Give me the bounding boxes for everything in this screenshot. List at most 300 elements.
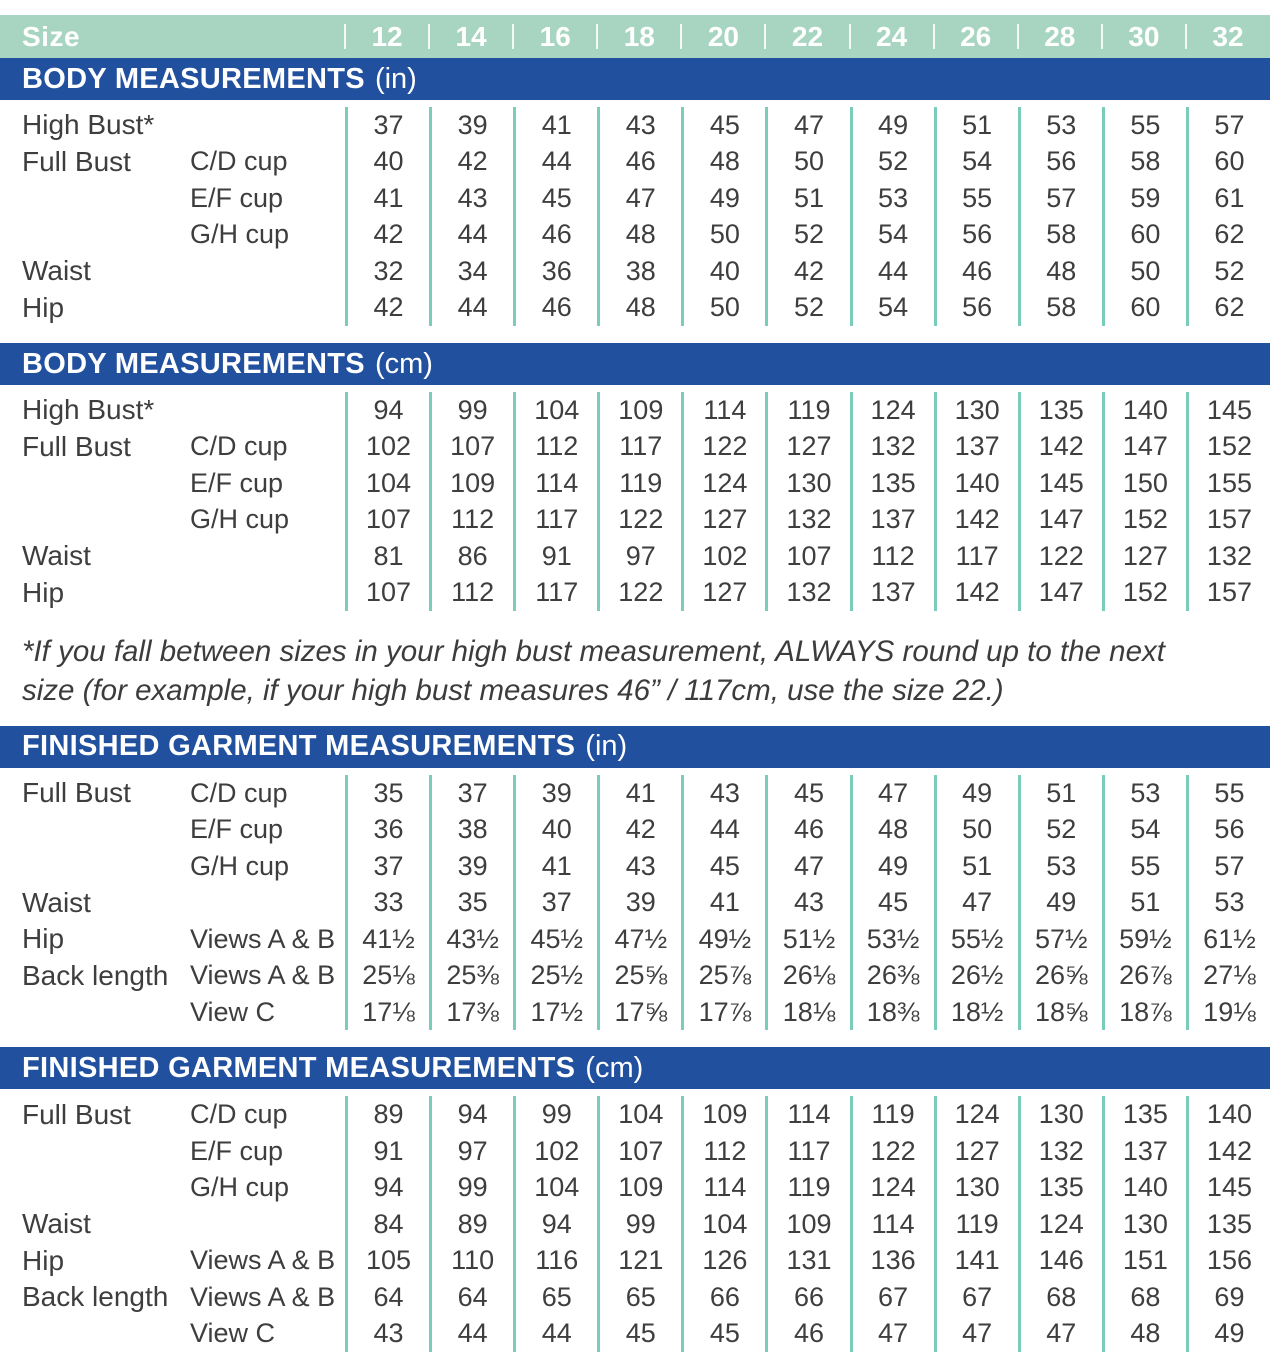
value-cell: 145 <box>1186 1169 1270 1206</box>
value-cell: 44 <box>429 290 513 327</box>
value-cell: 65 <box>513 1279 597 1316</box>
value-cell: 132 <box>1018 1133 1102 1170</box>
row-sublabel <box>190 884 345 921</box>
value-cell: 39 <box>429 107 513 144</box>
value-cell: 54 <box>850 217 934 254</box>
row-sublabel: G/H cup <box>190 850 290 881</box>
value-cell: 124 <box>934 1096 1018 1133</box>
value-cell: 41 <box>681 884 765 921</box>
value-cell: 81 <box>345 538 429 575</box>
value-cell: 50 <box>765 144 849 181</box>
value-cell: 58 <box>1102 144 1186 181</box>
value-cell: 17½ <box>513 994 597 1031</box>
value-cell: 122 <box>681 429 765 466</box>
section-unit: (in) <box>374 62 417 95</box>
value-cell: 150 <box>1102 465 1186 502</box>
value-cell: 51 <box>934 848 1018 885</box>
value-cell: 48 <box>597 217 681 254</box>
value-cell: 137 <box>850 575 934 612</box>
value-cell: 52 <box>765 217 849 254</box>
table-row <box>0 1315 1270 1352</box>
value-cell: 41 <box>345 180 429 217</box>
value-cell: 104 <box>513 1169 597 1206</box>
value-cell: 57 <box>1186 848 1270 885</box>
value-cell: 59 <box>1102 180 1186 217</box>
value-cell: 132 <box>850 429 934 466</box>
value-cell: 112 <box>429 575 513 612</box>
row-sublabel: E/F cup <box>190 182 284 213</box>
value-cell: 124 <box>681 465 765 502</box>
value-cell: 19⅛ <box>1186 994 1270 1031</box>
value-cell: 49½ <box>681 921 765 958</box>
value-cell: 146 <box>1018 1242 1102 1279</box>
value-cell: 55 <box>1102 848 1186 885</box>
value-cell: 45 <box>681 107 765 144</box>
value-cell: 107 <box>345 575 429 612</box>
value-cell: 60 <box>1186 144 1270 181</box>
value-cell: 109 <box>597 1169 681 1206</box>
value-cell: 37 <box>345 848 429 885</box>
value-cell: 112 <box>681 1133 765 1170</box>
value-cell: 137 <box>1102 1133 1186 1170</box>
value-cell: 25⅛ <box>345 957 429 994</box>
row-sublabel <box>190 538 345 575</box>
value-cell: 147 <box>1018 502 1102 539</box>
table-row <box>0 502 1270 539</box>
row-sublabel: G/H cup <box>190 504 290 535</box>
row-sublabel: C/D cup <box>190 431 288 462</box>
value-cell: 51 <box>1102 884 1186 921</box>
value-cell: 61½ <box>1186 921 1270 958</box>
value-cell: 140 <box>1186 1096 1270 1133</box>
value-cell: 39 <box>513 775 597 812</box>
value-cell: 55 <box>934 180 1018 217</box>
value-cell: 45 <box>513 180 597 217</box>
value-cell: 151 <box>1102 1242 1186 1279</box>
value-cell: 41 <box>513 848 597 885</box>
value-cell: 99 <box>429 1169 513 1206</box>
value-cell: 40 <box>513 811 597 848</box>
value-cell: 25⅜ <box>429 957 513 994</box>
row-sublabel: G/H cup <box>190 219 290 250</box>
table-row <box>0 957 1270 994</box>
value-cell: 50 <box>681 217 765 254</box>
table-row <box>0 1169 1270 1206</box>
section-title: BODY MEASUREMENTS <box>22 62 365 95</box>
value-cell: 114 <box>850 1206 934 1243</box>
value-cell: 121 <box>597 1242 681 1279</box>
value-cell: 54 <box>934 144 1018 181</box>
value-cell: 47 <box>850 1315 934 1352</box>
row-label <box>0 848 190 885</box>
value-cell: 46 <box>765 1315 849 1352</box>
value-cell: 91 <box>513 538 597 575</box>
value-cell: 53 <box>1102 775 1186 812</box>
row-label: Hip <box>22 1244 65 1276</box>
value-cell: 45 <box>681 1315 765 1352</box>
value-cell: 49 <box>1186 1315 1270 1352</box>
value-cell: 53 <box>1018 107 1102 144</box>
section-title: FINISHED GARMENT MEASUREMENTS <box>22 1051 576 1084</box>
value-cell: 47 <box>1018 1315 1102 1352</box>
value-cell: 124 <box>850 1169 934 1206</box>
measurement-table <box>0 768 1270 1033</box>
value-cell: 99 <box>429 392 513 429</box>
value-cell: 42 <box>345 290 429 327</box>
value-cell: 25½ <box>513 957 597 994</box>
sizing-note-line-2: size (for example, if your high bust measures 46” / 117cm, use the size 22.) <box>22 673 1004 707</box>
value-cell: 122 <box>1018 538 1102 575</box>
value-cell: 127 <box>681 575 765 612</box>
table-row <box>0 994 1270 1031</box>
value-cell: 49 <box>1018 884 1102 921</box>
value-cell: 56 <box>1186 811 1270 848</box>
size-header-cell: 20 <box>681 15 765 58</box>
value-cell: 60 <box>1102 217 1186 254</box>
value-cell: 124 <box>1018 1206 1102 1243</box>
size-header-cell: 24 <box>850 15 934 58</box>
value-cell: 45 <box>765 775 849 812</box>
value-cell: 104 <box>681 1206 765 1243</box>
row-label: Full Bust <box>22 145 131 177</box>
value-cell: 38 <box>429 811 513 848</box>
value-cell: 17⅞ <box>681 994 765 1031</box>
value-cell: 127 <box>681 502 765 539</box>
table-row <box>0 1096 1270 1133</box>
value-cell: 51 <box>934 107 1018 144</box>
value-cell: 127 <box>934 1133 1018 1170</box>
measurement-table <box>0 1089 1270 1354</box>
value-cell: 51 <box>765 180 849 217</box>
value-cell: 135 <box>1018 392 1102 429</box>
value-cell: 102 <box>345 429 429 466</box>
value-cell: 37 <box>429 775 513 812</box>
table-row <box>0 848 1270 885</box>
value-cell: 43½ <box>429 921 513 958</box>
section-title-bar <box>0 58 1270 100</box>
value-cell: 49 <box>850 107 934 144</box>
value-cell: 25⅞ <box>681 957 765 994</box>
value-cell: 97 <box>597 538 681 575</box>
row-label <box>0 1169 190 1206</box>
section-title-bar <box>0 726 1270 768</box>
value-cell: 42 <box>765 253 849 290</box>
value-cell: 124 <box>850 392 934 429</box>
value-cell: 127 <box>765 429 849 466</box>
value-cell: 64 <box>429 1279 513 1316</box>
value-cell: 17⅜ <box>429 994 513 1031</box>
value-cell: 53 <box>1186 884 1270 921</box>
row-label: Full Bust <box>22 430 131 462</box>
value-cell: 119 <box>765 1169 849 1206</box>
size-header-cell: 16 <box>513 15 597 58</box>
value-cell: 34 <box>429 253 513 290</box>
value-cell: 54 <box>1102 811 1186 848</box>
value-cell: 56 <box>934 217 1018 254</box>
value-cell: 116 <box>513 1242 597 1279</box>
value-cell: 33 <box>345 884 429 921</box>
value-cell: 44 <box>513 144 597 181</box>
value-cell: 52 <box>1186 253 1270 290</box>
value-cell: 45 <box>597 1315 681 1352</box>
value-cell: 18⅜ <box>850 994 934 1031</box>
value-cell: 67 <box>850 1279 934 1316</box>
value-cell: 18⅛ <box>765 994 849 1031</box>
value-cell: 130 <box>765 465 849 502</box>
value-cell: 37 <box>345 107 429 144</box>
value-cell: 132 <box>765 502 849 539</box>
table-row <box>0 465 1270 502</box>
value-cell: 122 <box>597 575 681 612</box>
value-cell: 50 <box>934 811 1018 848</box>
value-cell: 114 <box>681 1169 765 1206</box>
row-sublabel: E/F cup <box>190 1135 284 1166</box>
value-cell: 18⅞ <box>1102 994 1186 1031</box>
value-cell: 52 <box>765 290 849 327</box>
value-cell: 122 <box>597 502 681 539</box>
value-cell: 17⅝ <box>597 994 681 1031</box>
value-cell: 117 <box>934 538 1018 575</box>
value-cell: 41½ <box>345 921 429 958</box>
value-cell: 26⅜ <box>850 957 934 994</box>
row-label: Back length <box>22 1281 169 1313</box>
value-cell: 142 <box>1018 429 1102 466</box>
value-cell: 44 <box>513 1315 597 1352</box>
row-sublabel: E/F cup <box>190 814 284 845</box>
value-cell: 140 <box>934 465 1018 502</box>
value-cell: 48 <box>850 811 934 848</box>
value-cell: 53½ <box>850 921 934 958</box>
size-header-cell: 12 <box>345 15 429 58</box>
measurement-table <box>0 100 1270 328</box>
value-cell: 25⅝ <box>597 957 681 994</box>
value-cell: 68 <box>1102 1279 1186 1316</box>
value-cell: 49 <box>681 180 765 217</box>
value-cell: 137 <box>850 502 934 539</box>
value-cell: 43 <box>345 1315 429 1352</box>
value-cell: 62 <box>1186 217 1270 254</box>
value-cell: 94 <box>345 392 429 429</box>
row-label: High Bust* <box>22 109 155 141</box>
value-cell: 50 <box>1102 253 1186 290</box>
value-cell: 99 <box>513 1096 597 1133</box>
value-cell: 107 <box>597 1133 681 1170</box>
table-row <box>0 217 1270 254</box>
row-label <box>0 1133 190 1170</box>
size-header-cell: 32 <box>1186 15 1270 58</box>
value-cell: 52 <box>850 144 934 181</box>
table-row <box>0 1279 1270 1316</box>
value-cell: 26⅞ <box>1102 957 1186 994</box>
value-cell: 46 <box>513 290 597 327</box>
value-cell: 109 <box>681 1096 765 1133</box>
value-cell: 41 <box>597 775 681 812</box>
value-cell: 109 <box>765 1206 849 1243</box>
value-cell: 44 <box>681 811 765 848</box>
row-sublabel: Views A & B <box>190 960 336 991</box>
value-cell: 51½ <box>765 921 849 958</box>
value-cell: 142 <box>934 575 1018 612</box>
section-unit: (cm) <box>585 1051 644 1084</box>
value-cell: 145 <box>1186 392 1270 429</box>
value-cell: 65 <box>597 1279 681 1316</box>
row-label <box>0 811 190 848</box>
value-cell: 57 <box>1018 180 1102 217</box>
size-header-cell: 14 <box>429 15 513 58</box>
value-cell: 105 <box>345 1242 429 1279</box>
value-cell: 44 <box>429 1315 513 1352</box>
value-cell: 36 <box>513 253 597 290</box>
value-cell: 89 <box>429 1206 513 1243</box>
value-cell: 136 <box>850 1242 934 1279</box>
value-cell: 122 <box>850 1133 934 1170</box>
value-cell: 43 <box>597 107 681 144</box>
value-cell: 104 <box>513 392 597 429</box>
row-label: Waist <box>22 1208 91 1240</box>
table-row <box>0 429 1270 466</box>
table-row <box>0 884 1270 921</box>
value-cell: 52 <box>1018 811 1102 848</box>
value-cell: 53 <box>850 180 934 217</box>
table-row <box>0 392 1270 429</box>
value-cell: 132 <box>765 575 849 612</box>
size-header-cell: 28 <box>1018 15 1102 58</box>
value-cell: 48 <box>681 144 765 181</box>
value-cell: 64 <box>345 1279 429 1316</box>
row-label: Waist <box>22 255 91 287</box>
table-row <box>0 180 1270 217</box>
value-cell: 45 <box>681 848 765 885</box>
table-row <box>0 107 1270 144</box>
value-cell: 152 <box>1102 502 1186 539</box>
value-cell: 130 <box>1102 1206 1186 1243</box>
value-cell: 114 <box>765 1096 849 1133</box>
size-header-cell: 18 <box>597 15 681 58</box>
value-cell: 104 <box>345 465 429 502</box>
value-cell: 55 <box>1102 107 1186 144</box>
value-cell: 107 <box>765 538 849 575</box>
value-cell: 44 <box>850 253 934 290</box>
row-label: Hip <box>22 923 65 955</box>
value-cell: 57 <box>1186 107 1270 144</box>
size-header-cell: 22 <box>765 15 849 58</box>
value-cell: 112 <box>429 502 513 539</box>
value-cell: 127 <box>1102 538 1186 575</box>
value-cell: 57½ <box>1018 921 1102 958</box>
value-cell: 107 <box>429 429 513 466</box>
value-cell: 26½ <box>934 957 1018 994</box>
value-cell: 35 <box>345 775 429 812</box>
row-sublabel: G/H cup <box>190 1172 290 1203</box>
row-sublabel: C/D cup <box>190 146 288 177</box>
row-sublabel: Views A & B <box>190 923 336 954</box>
section-title: FINISHED GARMENT MEASUREMENTS <box>22 730 576 763</box>
row-label: Full Bust <box>22 777 131 809</box>
value-cell: 152 <box>1102 575 1186 612</box>
row-label <box>0 465 190 502</box>
value-cell: 43 <box>597 848 681 885</box>
row-sublabel <box>190 107 345 144</box>
value-cell: 47 <box>934 884 1018 921</box>
row-sublabel <box>190 253 345 290</box>
value-cell: 155 <box>1186 465 1270 502</box>
section-unit: (cm) <box>374 347 433 380</box>
value-cell: 66 <box>681 1279 765 1316</box>
row-label <box>0 1315 190 1352</box>
value-cell: 119 <box>850 1096 934 1133</box>
value-cell: 86 <box>429 538 513 575</box>
value-cell: 26⅛ <box>765 957 849 994</box>
value-cell: 117 <box>597 429 681 466</box>
value-cell: 131 <box>765 1242 849 1279</box>
value-cell: 35 <box>429 884 513 921</box>
value-cell: 48 <box>597 290 681 327</box>
value-cell: 56 <box>1018 144 1102 181</box>
value-cell: 137 <box>934 429 1018 466</box>
value-cell: 152 <box>1186 429 1270 466</box>
sizing-note <box>22 633 1250 711</box>
row-label <box>0 217 190 254</box>
table-row <box>0 290 1270 327</box>
value-cell: 48 <box>1102 1315 1186 1352</box>
value-cell: 94 <box>345 1169 429 1206</box>
value-cell: 41 <box>513 107 597 144</box>
value-cell: 42 <box>345 217 429 254</box>
row-label: Hip <box>22 576 65 608</box>
value-cell: 67 <box>934 1279 1018 1316</box>
value-cell: 60 <box>1102 290 1186 327</box>
value-cell: 157 <box>1186 575 1270 612</box>
value-cell: 55½ <box>934 921 1018 958</box>
row-sublabel: C/D cup <box>190 1099 288 1130</box>
value-cell: 109 <box>597 392 681 429</box>
value-cell: 117 <box>513 575 597 612</box>
value-cell: 135 <box>1102 1096 1186 1133</box>
size-column-heading: Size <box>22 20 81 52</box>
size-header-cell: 30 <box>1102 15 1186 58</box>
value-cell: 59½ <box>1102 921 1186 958</box>
value-cell: 119 <box>597 465 681 502</box>
value-cell: 47½ <box>597 921 681 958</box>
value-cell: 135 <box>1018 1169 1102 1206</box>
value-cell: 54 <box>850 290 934 327</box>
value-cell: 62 <box>1186 290 1270 327</box>
row-label: Hip <box>22 291 65 323</box>
value-cell: 37 <box>513 884 597 921</box>
value-cell: 110 <box>429 1242 513 1279</box>
value-cell: 27⅛ <box>1186 957 1270 994</box>
table-row <box>0 811 1270 848</box>
row-label: Waist <box>22 886 91 918</box>
value-cell: 117 <box>513 502 597 539</box>
value-cell: 17⅛ <box>345 994 429 1031</box>
row-sublabel: View C <box>190 1318 276 1349</box>
table-row <box>0 253 1270 290</box>
value-cell: 47 <box>597 180 681 217</box>
table-row <box>0 144 1270 181</box>
value-cell: 109 <box>429 465 513 502</box>
value-cell: 112 <box>850 538 934 575</box>
value-cell: 46 <box>597 144 681 181</box>
value-cell: 142 <box>934 502 1018 539</box>
value-cell: 51 <box>1018 775 1102 812</box>
table-row <box>0 1133 1270 1170</box>
value-cell: 107 <box>345 502 429 539</box>
value-cell: 43 <box>681 775 765 812</box>
value-cell: 38 <box>597 253 681 290</box>
value-cell: 47 <box>850 775 934 812</box>
value-cell: 61 <box>1186 180 1270 217</box>
